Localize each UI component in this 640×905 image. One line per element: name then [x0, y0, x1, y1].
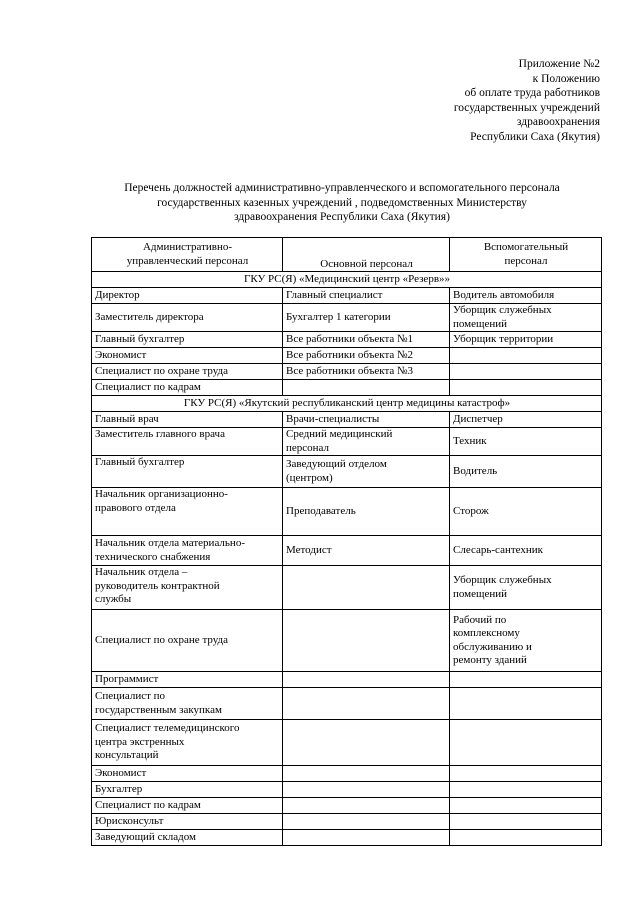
cell-line: Методист	[286, 543, 332, 556]
cell-main	[283, 672, 450, 688]
cell-admin	[92, 536, 283, 566]
cell-line: Директор	[95, 288, 140, 301]
header-admin	[92, 238, 283, 272]
cell-main	[283, 412, 450, 428]
cell-aux	[450, 348, 602, 364]
cell-aux	[450, 830, 602, 846]
cell-line: персонал	[286, 441, 330, 454]
cell-line: Бухгалтер	[95, 782, 143, 795]
table-row	[92, 332, 602, 348]
cell-main	[283, 364, 450, 380]
title-line: государственных казенных учреждений , подведомственных Министерству	[157, 196, 527, 209]
cell-main	[283, 798, 450, 814]
table-row	[92, 380, 602, 396]
cell-admin	[92, 288, 283, 304]
cell-line: обслуживанию и	[453, 640, 532, 653]
cell-admin	[92, 428, 283, 456]
cell-line: Средний медицинский	[286, 428, 393, 440]
cell-admin	[92, 830, 283, 846]
cell-line: Слесарь-сантехник	[453, 543, 544, 556]
cell-main	[283, 288, 450, 304]
cell-line: Начальник организационно-	[95, 488, 228, 500]
table-row	[92, 672, 602, 688]
header-main	[283, 238, 450, 272]
cell-admin	[92, 814, 283, 830]
cell-main	[283, 610, 450, 672]
cell-line: службы	[95, 593, 132, 605]
cell-aux	[450, 428, 602, 456]
cell-line: Юрисконсульт	[95, 814, 164, 827]
table-row	[92, 688, 602, 720]
cell-admin	[92, 782, 283, 798]
cell-aux	[450, 536, 602, 566]
cell-line: Все работники объекта №3	[286, 364, 414, 377]
cell-line: Все работники объекта №1	[286, 332, 414, 345]
title-line: Перечень должностей административно-управленческого и вспомогательного персонала	[124, 182, 560, 194]
cell-aux	[450, 332, 602, 348]
cell-admin	[92, 304, 283, 332]
cell-main	[283, 688, 450, 720]
cell-line: руководитель контрактной	[95, 579, 220, 592]
cell-admin	[92, 380, 283, 396]
appendix-block	[454, 57, 600, 144]
cell-aux	[450, 798, 602, 814]
cell-line: Заместитель директора	[95, 310, 204, 323]
table-row	[92, 304, 602, 332]
cell-aux	[450, 610, 602, 672]
cell-line: Заместитель главного врача	[95, 428, 225, 440]
group-header-row	[92, 272, 602, 288]
cell-admin	[92, 566, 283, 610]
positions-table	[91, 237, 602, 846]
appendix-line: государственных учреждений	[453, 101, 600, 114]
cell-aux	[450, 688, 602, 720]
cell-admin	[92, 412, 283, 428]
cell-main	[283, 456, 450, 488]
cell-aux	[450, 412, 602, 428]
cell-admin	[92, 332, 283, 348]
cell-line: Уборщик служебных	[453, 304, 552, 316]
cell-aux	[450, 364, 602, 380]
cell-line: Экономист	[95, 348, 147, 361]
cell-line: помещений	[453, 587, 508, 600]
cell-aux	[450, 720, 602, 766]
cell-aux	[450, 288, 602, 304]
cell-line: Программист	[95, 672, 159, 685]
table-row	[92, 782, 602, 798]
header-aux	[450, 238, 602, 272]
cell-main	[283, 782, 450, 798]
appendix-line: к Положению	[532, 72, 600, 85]
cell-main	[283, 830, 450, 846]
cell-admin	[92, 456, 283, 488]
cell-aux	[450, 456, 602, 488]
cell-line: Заведующий отделом	[286, 458, 387, 470]
table-row	[92, 830, 602, 846]
header-main-line: Основной персонал	[320, 257, 413, 270]
group-name: ГКУ РС(Я) «Медицинский центр «Резерв»»	[92, 272, 602, 288]
cell-aux	[450, 766, 602, 782]
cell-admin	[92, 364, 283, 380]
cell-admin	[92, 688, 283, 720]
cell-line: центра экстренных	[95, 735, 185, 748]
table-row	[92, 428, 602, 456]
header-admin-line: управленческий персонал	[126, 254, 249, 267]
cell-line: Главный врач	[95, 412, 159, 425]
cell-line: технического снабжения	[95, 550, 211, 563]
cell-main	[283, 814, 450, 830]
table-row	[92, 348, 602, 364]
cell-main	[283, 488, 450, 536]
cell-line: Сторож	[453, 504, 489, 517]
cell-main	[283, 348, 450, 364]
cell-line: Техник	[453, 434, 487, 447]
table-row	[92, 364, 602, 380]
cell-line: Специалист по кадрам	[95, 380, 201, 393]
cell-line: Водитель автомобиля	[453, 288, 555, 301]
document-title	[90, 181, 594, 225]
cell-line: правового отдела	[95, 501, 176, 514]
table-row	[92, 720, 602, 766]
cell-main	[283, 304, 450, 332]
cell-line: Экономист	[95, 766, 147, 779]
group-header-row	[92, 396, 602, 412]
cell-line: Главный специалист	[286, 288, 383, 301]
cell-line: Диспетчер	[453, 412, 503, 425]
cell-aux	[450, 814, 602, 830]
cell-line: (центром)	[286, 471, 333, 484]
cell-line: комплексному	[453, 627, 520, 639]
table-row	[92, 798, 602, 814]
header-admin-line: Административно-	[142, 241, 233, 253]
appendix-line: Приложение №2	[518, 58, 600, 70]
cell-line: Заведующий складом	[95, 830, 197, 843]
cell-line: помещений	[453, 317, 508, 330]
group-name: ГКУ РС(Я) «Якутский республиканский центр медицины катастроф»	[92, 396, 602, 412]
cell-line: Начальник отдела материально-	[95, 537, 245, 549]
cell-aux	[450, 566, 602, 610]
cell-line: консультаций	[95, 749, 159, 762]
cell-admin	[92, 488, 283, 536]
header-aux-line: Вспомогательный	[483, 241, 569, 253]
cell-aux	[450, 782, 602, 798]
table-row	[92, 536, 602, 566]
appendix-line: об оплате труда работников	[464, 87, 600, 99]
cell-line: Главный бухгалтер	[95, 332, 185, 345]
cell-admin	[92, 610, 283, 672]
cell-main	[283, 380, 450, 396]
cell-main	[283, 428, 450, 456]
title-line: здравоохранения Республики Саха (Якутия)	[234, 211, 450, 223]
table-row	[92, 766, 602, 782]
cell-aux	[450, 304, 602, 332]
cell-main	[283, 332, 450, 348]
cell-line: Преподаватель	[286, 504, 356, 517]
header-row	[92, 238, 602, 272]
cell-aux	[450, 672, 602, 688]
cell-line: Все работники объекта №2	[286, 348, 414, 361]
cell-admin	[92, 766, 283, 782]
appendix-line: Республики Саха (Якутия)	[470, 130, 600, 143]
cell-admin	[92, 798, 283, 814]
cell-line: Специалист по	[95, 690, 166, 702]
cell-aux	[450, 380, 602, 396]
cell-line: Специалист по кадрам	[95, 798, 201, 811]
cell-line: Начальник отдела –	[95, 566, 188, 578]
table-row	[92, 288, 602, 304]
cell-line: Рабочий по	[453, 613, 507, 626]
cell-admin	[92, 672, 283, 688]
table-row	[92, 456, 602, 488]
cell-line: Главный бухгалтер	[95, 456, 185, 468]
table-row	[92, 412, 602, 428]
cell-line: Бухгалтер 1 категории	[286, 310, 391, 323]
table-row	[92, 566, 602, 610]
table-row	[92, 610, 602, 672]
table-row	[92, 488, 602, 536]
cell-line: Уборщик территории	[453, 332, 554, 345]
cell-line: Уборщик служебных	[453, 574, 552, 586]
table-row	[92, 814, 602, 830]
cell-main	[283, 720, 450, 766]
cell-line: ремонту зданий	[453, 654, 527, 666]
cell-line: Специалист по охране труда	[95, 633, 229, 646]
cell-main	[283, 766, 450, 782]
cell-line: Специалист по охране труда	[95, 364, 229, 377]
cell-main	[283, 566, 450, 610]
header-aux-line: персонал	[504, 254, 548, 267]
appendix-line: здравоохранения	[516, 116, 600, 128]
cell-line: Водитель	[453, 464, 498, 477]
cell-line: Врачи-специалисты	[286, 412, 380, 425]
cell-line: государственным закупкам	[95, 703, 222, 716]
cell-admin	[92, 348, 283, 364]
cell-aux	[450, 488, 602, 536]
cell-main	[283, 536, 450, 566]
cell-line: Специалист телемедицинского	[95, 722, 240, 735]
cell-admin	[92, 720, 283, 766]
